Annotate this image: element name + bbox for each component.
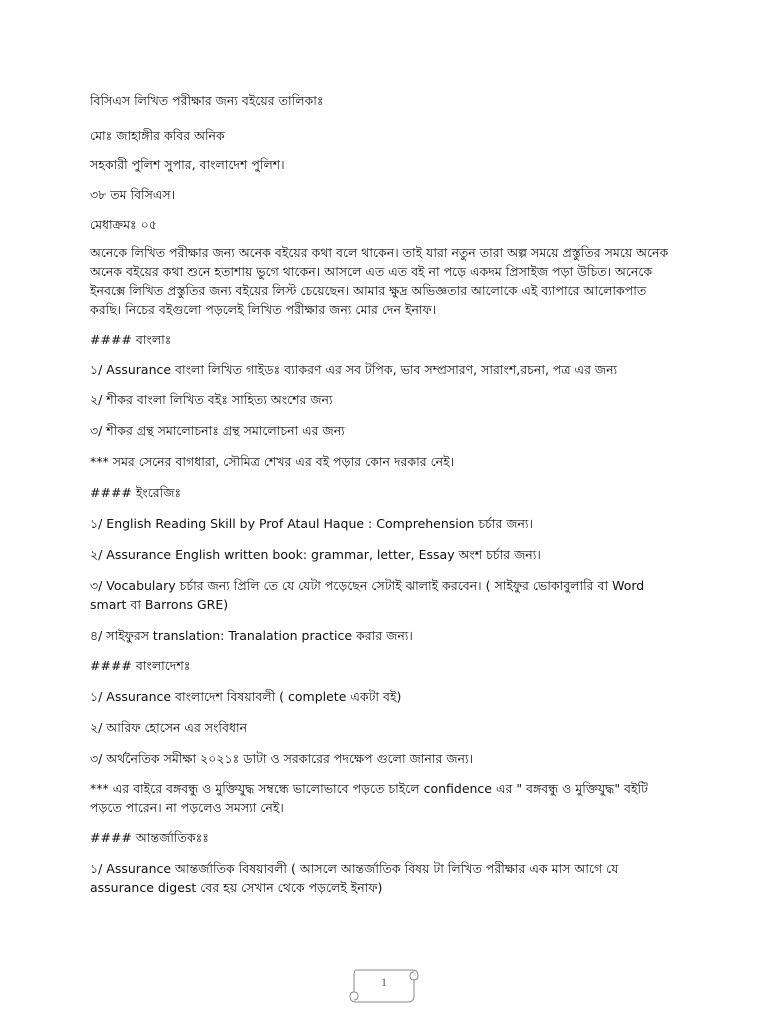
list-item-line: smart বা Barrons GRE) (90, 597, 229, 612)
list-item: ১/ English Reading Skill by Prof Ataul Haque : Comprehension চর্চার জন্য। (90, 516, 534, 531)
intro-line: অনেকে লিখিত পরীক্ষার জন্য অনেক বইয়ের কথা বলে থাকেন। তাই যারা নতুন তারা অল্প সময়ে প্রস্তুতির সময়ে অনেক (90, 245, 669, 260)
page-number: 1 (381, 975, 387, 989)
list-item: ১/ Assurance বাংলাদেশ বিষয়াবলী ( complete একটা বই) (90, 689, 402, 704)
section-heading-bangladesh: #### বাংলাদেশঃ (90, 658, 191, 673)
intro-line: করছি। নিচের বইগুলো পড়লেই লিখিত পরীক্ষার জন্য মোর দেন ইনাফ। (90, 302, 437, 317)
list-item-line: assurance digest বের হয় সেখান থেকে পড়লেই ইনাফ) (90, 880, 383, 895)
list-item: ১/ Assurance বাংলা লিখিত গাইডঃ ব্যাকরণ এর সব টপিক, ভাব সম্প্রসারণ, সারাংশ,রচনা, পত্র এর জন্য (90, 362, 618, 377)
merit-rank: মেধাক্রমঃ ০৫ (90, 217, 157, 232)
list-item: ২/ শীকর বাংলা লিখিত বইঃ সাহিত্য অংশের জন্য (90, 392, 333, 407)
list-item: ৩/ শীকর গ্রন্থ সমালোচনাঃ গ্রন্থ সমালোচনা এর জন্য (90, 423, 345, 438)
section-heading-international: #### আন্তর্জাতিকঃঃ (90, 830, 209, 845)
bcs-batch: ৩৮ তম বিসিএস। (90, 187, 176, 202)
section-heading-english: #### ইংরেজিঃ (90, 485, 182, 500)
list-item-line: ৩/ Vocabulary চর্চার জন্য প্রিলি তে যে যেটা পড়েছেন সেটাই ঝালাই করবেন। ( সাইফুর ভোকাবুলারি বা Word (90, 578, 645, 593)
note-line: পড়তে পারেন। না পড়লেও সমস্যা নেই। (90, 800, 284, 815)
document-title: বিসিএস লিখিত পরীক্ষার জন্য বইয়ের তালিকাঃ (90, 93, 324, 108)
note-text: *** সমর সেনের বাগধারা, সৌমিত্র শেখর এর বই পড়ার কোন দরকার নেই। (90, 454, 455, 469)
intro-line: ইনবক্সে লিখিত প্রস্তুতির জন্য বইয়ের লিস্ট চেয়েছেন। আমার ক্ষুদ্র অভিজ্ঞতার আলোকে এই ব্যাপারে আলোকপাত (90, 283, 647, 298)
list-item (90, 859, 690, 897)
list-item-line: ১/ Assurance আন্তর্জাতিক বিষয়াবলী ( আসলে আন্তর্জাতিক বিষয় টা লিখিত পরীক্ষার এক মাস আগে যে (90, 861, 619, 876)
list-item (90, 576, 690, 614)
list-item: ৩/ অর্থনৈতিক সমীক্ষা ২০২১ঃ ডাটা ও সরকারের পদক্ষেপ গুলো জানার জন্য। (90, 751, 474, 766)
list-item: ২/ আরিফ হোসেন এর সংবিধান (90, 720, 248, 735)
author-name: মোঃ জাহাঙ্গীর কবির অনিক (90, 128, 225, 143)
list-item: ৪/ সাইফুরস translation: Tranalation practice করার জন্য। (90, 628, 413, 643)
section-heading-bangla: #### বাংলাঃ (90, 332, 172, 347)
note-text (90, 779, 690, 817)
author-designation: সহকারী পুলিশ সুপার, বাংলাদেশ পুলিশ। (90, 157, 285, 172)
intro-paragraph (90, 243, 690, 319)
note-line: *** এর বাইরে বঙ্গবন্ধু ও মুক্তিযুদ্ধ সম্বন্ধে ভালোভাবে পড়তে চাইলে confidence এর " বঙ্গবন্ধু ও মুক্তিযুদ্ধ" বইটি (90, 781, 648, 796)
intro-line: অনেক বইয়ের কথা শুনে হতাশায় ভুগে থাকেন। আসলে এত এত বই না পড়ে একদম প্রিসাইজ পড়া উচিত। অনেকে (90, 264, 653, 279)
list-item: ২/ Assurance English written book: grammar, letter, Essay অংশ চর্চার জন্য। (90, 547, 541, 562)
